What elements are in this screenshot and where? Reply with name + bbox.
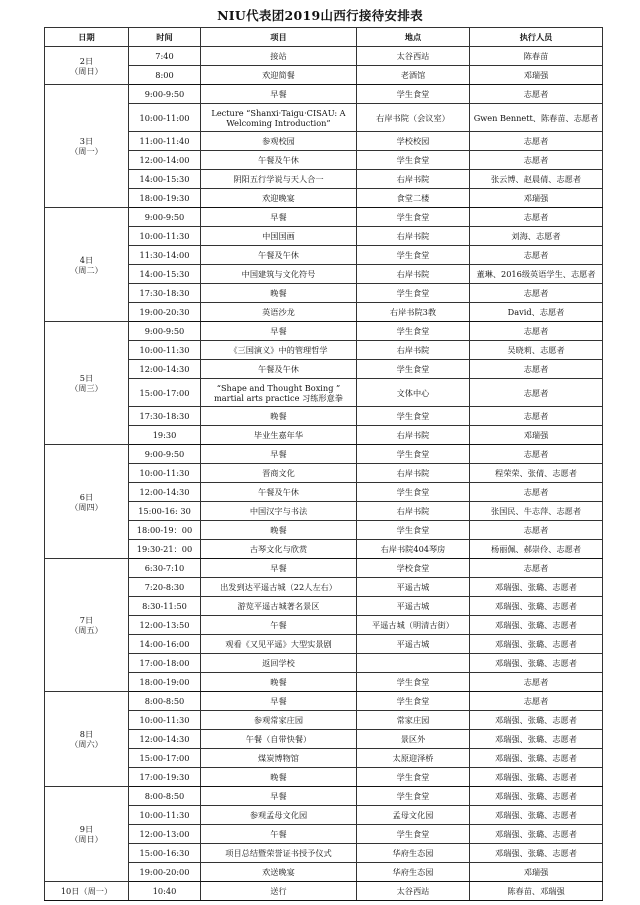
time-cell: 18:00-19:00 xyxy=(129,673,201,692)
table-row xyxy=(45,882,603,901)
staff-cell: 陈春苗、邓瑞强 xyxy=(470,882,603,901)
staff-cell: 志愿者 xyxy=(470,407,603,426)
table-row xyxy=(45,47,603,66)
staff-cell: 邓瑞强、张璐、志愿者 xyxy=(470,616,603,635)
time-cell: 11:30-14:00 xyxy=(129,246,201,265)
location-cell: 学生食堂 xyxy=(357,246,470,265)
table-row xyxy=(45,806,603,825)
item-cell: “Shape and Thought Boxing ” martial arts practice 习练形意拳 xyxy=(201,379,357,407)
location-cell: 文体中心 xyxy=(357,379,470,407)
item-cell: 晚餐 xyxy=(201,768,357,787)
table-row xyxy=(45,66,603,85)
time-cell: 19:00-20:30 xyxy=(129,303,201,322)
schedule-table xyxy=(44,27,603,901)
table-row xyxy=(45,189,603,208)
item-cell: 《三国演义》中的管理哲学 xyxy=(201,341,357,360)
item-cell: 欢迎简餐 xyxy=(201,66,357,85)
item-cell: 午餐及午休 xyxy=(201,483,357,502)
staff-cell: 张国民、牛志萍、志愿者 xyxy=(470,502,603,521)
time-cell: 11:00-11:40 xyxy=(129,132,201,151)
item-cell: 早餐 xyxy=(201,692,357,711)
staff-cell: 邓瑞强、张璐、志愿者 xyxy=(470,825,603,844)
item-cell: 游览平遥古城著名景区 xyxy=(201,597,357,616)
table-row xyxy=(45,426,603,445)
staff-cell: 邓瑞强、张璐、志愿者 xyxy=(470,768,603,787)
table-row xyxy=(45,227,603,246)
staff-cell: 邓瑞强 xyxy=(470,189,603,208)
table-row xyxy=(45,341,603,360)
time-cell: 14:00-15:30 xyxy=(129,170,201,189)
header-location: 地点 xyxy=(357,28,470,47)
item-cell: 早餐 xyxy=(201,208,357,227)
date-cell: 2日 （周日） xyxy=(45,47,129,85)
table-row xyxy=(45,730,603,749)
location-cell: 学生食堂 xyxy=(357,151,470,170)
location-cell: 右岸书院 xyxy=(357,426,470,445)
item-cell: 中国国画 xyxy=(201,227,357,246)
item-cell: 欢送晚宴 xyxy=(201,863,357,882)
location-cell: 学生食堂 xyxy=(357,284,470,303)
time-cell: 14:00-16:00 xyxy=(129,635,201,654)
staff-cell: Gwen Bennett、陈春苗、志愿者 xyxy=(470,104,603,132)
table-row xyxy=(45,284,603,303)
location-cell: 右岸书院 xyxy=(357,502,470,521)
time-cell: 10:00-11:30 xyxy=(129,227,201,246)
staff-cell: 邓瑞强、张璐、志愿者 xyxy=(470,787,603,806)
time-cell: 17:30-18:30 xyxy=(129,407,201,426)
item-cell: 参观校园 xyxy=(201,132,357,151)
staff-cell: 志愿者 xyxy=(470,322,603,341)
location-cell: 学生食堂 xyxy=(357,360,470,379)
location-cell: 太谷西站 xyxy=(357,882,470,901)
date-cell: 8日 （周六） xyxy=(45,692,129,787)
time-cell: 8:00-8:50 xyxy=(129,787,201,806)
time-cell: 6:30-7:10 xyxy=(129,559,201,578)
table-row xyxy=(45,104,603,132)
item-cell: 观看《又见平遥》大型实景剧 xyxy=(201,635,357,654)
location-cell: 学生食堂 xyxy=(357,692,470,711)
document-title: NIU代表团2019山西行接待安排表 xyxy=(217,8,423,23)
time-cell: 12:00-14:30 xyxy=(129,360,201,379)
item-cell: Lecture “Shanxi·Taigu·CISAU: A Welcoming Introduction” xyxy=(201,104,357,132)
date-cell: 3日 （周一） xyxy=(45,85,129,208)
item-cell: 晋商文化 xyxy=(201,464,357,483)
time-cell: 9:00-9:50 xyxy=(129,322,201,341)
item-cell: 午餐 xyxy=(201,616,357,635)
location-cell: 学生食堂 xyxy=(357,445,470,464)
time-cell: 18:00-19：00 xyxy=(129,521,201,540)
time-cell: 17:00-18:00 xyxy=(129,654,201,673)
item-cell: 午餐及午休 xyxy=(201,151,357,170)
staff-cell: 邓瑞强、张璐、志愿者 xyxy=(470,654,603,673)
staff-cell: 志愿者 xyxy=(470,151,603,170)
time-cell: 10:00-11:30 xyxy=(129,711,201,730)
staff-cell: 杨丽佩、郝崇伶、志愿者 xyxy=(470,540,603,559)
time-cell: 15:00-17:00 xyxy=(129,749,201,768)
item-cell: 午餐 xyxy=(201,825,357,844)
time-cell: 8:00-8:50 xyxy=(129,692,201,711)
time-cell: 10:00-11:30 xyxy=(129,464,201,483)
time-cell: 9:00-9:50 xyxy=(129,445,201,464)
staff-cell: 程荣荣、张倩、志愿者 xyxy=(470,464,603,483)
staff-cell: 邓瑞强、张璐、志愿者 xyxy=(470,749,603,768)
staff-cell: 邓瑞强、张璐、志愿者 xyxy=(470,578,603,597)
item-cell: 欢迎晚宴 xyxy=(201,189,357,208)
time-cell: 19:00-20:00 xyxy=(129,863,201,882)
staff-cell: 陈春苗 xyxy=(470,47,603,66)
time-cell: 9:00-9:50 xyxy=(129,85,201,104)
table-row xyxy=(45,787,603,806)
item-cell: 早餐 xyxy=(201,559,357,578)
time-cell: 12:00-13:00 xyxy=(129,825,201,844)
location-cell: 食堂二楼 xyxy=(357,189,470,208)
item-cell: 早餐 xyxy=(201,322,357,341)
time-cell: 12:00-13:50 xyxy=(129,616,201,635)
location-cell: 太谷西站 xyxy=(357,47,470,66)
location-cell: 学生食堂 xyxy=(357,483,470,502)
staff-cell: 邓瑞强、张璐、志愿者 xyxy=(470,806,603,825)
table-row xyxy=(45,521,603,540)
time-cell: 15:00-16:30 xyxy=(129,844,201,863)
time-cell: 9:00-9:50 xyxy=(129,208,201,227)
staff-cell: 志愿者 xyxy=(470,132,603,151)
staff-cell: 刘海、志愿者 xyxy=(470,227,603,246)
time-cell: 8:30-11:50 xyxy=(129,597,201,616)
location-cell: 右岸书院 xyxy=(357,227,470,246)
table-row xyxy=(45,170,603,189)
item-cell: 中国汉字与书法 xyxy=(201,502,357,521)
staff-cell: 志愿者 xyxy=(470,246,603,265)
time-cell: 7:40 xyxy=(129,47,201,66)
time-cell: 17:30-18:30 xyxy=(129,284,201,303)
location-cell: 平遥古城（明清古街） xyxy=(357,616,470,635)
item-cell: 午餐及午休 xyxy=(201,246,357,265)
time-cell: 15:00-16: 30 xyxy=(129,502,201,521)
table-row xyxy=(45,540,603,559)
date-cell: 9日 （周日） xyxy=(45,787,129,882)
table-row xyxy=(45,578,603,597)
location-cell: 学生食堂 xyxy=(357,407,470,426)
staff-cell: 邓瑞强 xyxy=(470,863,603,882)
location-cell: 华府生态园 xyxy=(357,844,470,863)
location-cell: 学生食堂 xyxy=(357,521,470,540)
location-cell: 右岸书院 xyxy=(357,265,470,284)
table-row xyxy=(45,246,603,265)
staff-cell: 邓瑞强、张璐、志愿者 xyxy=(470,844,603,863)
item-cell: 中国建筑与文化符号 xyxy=(201,265,357,284)
item-cell: 参观常家庄园 xyxy=(201,711,357,730)
item-cell: 项目总结暨荣誉证书授予仪式 xyxy=(201,844,357,863)
time-cell: 15:00-17:00 xyxy=(129,379,201,407)
staff-cell: 志愿者 xyxy=(470,692,603,711)
table-row xyxy=(45,559,603,578)
staff-cell: David、志愿者 xyxy=(470,303,603,322)
header-staff: 执行人员 xyxy=(470,28,603,47)
table-row xyxy=(45,749,603,768)
table-row xyxy=(45,597,603,616)
location-cell: 老酒馆 xyxy=(357,66,470,85)
table-row xyxy=(45,692,603,711)
location-cell: 学校校园 xyxy=(357,132,470,151)
item-cell: 送行 xyxy=(201,882,357,901)
staff-cell: 志愿者 xyxy=(470,379,603,407)
header-row xyxy=(45,28,603,47)
table-row xyxy=(45,379,603,407)
time-cell: 8:00 xyxy=(129,66,201,85)
location-cell: 平遥古城 xyxy=(357,578,470,597)
table-row xyxy=(45,265,603,284)
table-row xyxy=(45,303,603,322)
table-row xyxy=(45,635,603,654)
time-cell: 10:00-11:30 xyxy=(129,341,201,360)
date-cell: 5日 （周三） xyxy=(45,322,129,445)
item-cell: 毕业生嘉年华 xyxy=(201,426,357,445)
location-cell: 常家庄园 xyxy=(357,711,470,730)
location-cell: 右岸书院3教 xyxy=(357,303,470,322)
location-cell: 右岸书院404琴房 xyxy=(357,540,470,559)
staff-cell: 邓瑞强、张璐、志愿者 xyxy=(470,730,603,749)
table-row xyxy=(45,825,603,844)
staff-cell: 志愿者 xyxy=(470,521,603,540)
table-row xyxy=(45,445,603,464)
staff-cell: 志愿者 xyxy=(470,673,603,692)
table-row xyxy=(45,464,603,483)
staff-cell: 志愿者 xyxy=(470,208,603,227)
date-cell: 6日 （周四） xyxy=(45,445,129,559)
location-cell: 右岸书院 xyxy=(357,170,470,189)
table-row xyxy=(45,483,603,502)
table-row xyxy=(45,151,603,170)
time-cell: 12:00-14:00 xyxy=(129,151,201,170)
item-cell: 早餐 xyxy=(201,85,357,104)
location-cell: 平遥古城 xyxy=(357,597,470,616)
table-row xyxy=(45,407,603,426)
location-cell: 学生食堂 xyxy=(357,208,470,227)
location-cell: 景区外 xyxy=(357,730,470,749)
header-item: 项目 xyxy=(201,28,357,47)
location-cell: 学生食堂 xyxy=(357,825,470,844)
item-cell: 晚餐 xyxy=(201,673,357,692)
time-cell: 19:30-21：00 xyxy=(129,540,201,559)
staff-cell: 志愿者 xyxy=(470,85,603,104)
time-cell: 10:00-11:00 xyxy=(129,104,201,132)
location-cell: 平遥古城 xyxy=(357,635,470,654)
time-cell: 18:00-19:30 xyxy=(129,189,201,208)
item-cell: 英语沙龙 xyxy=(201,303,357,322)
staff-cell: 邓瑞强 xyxy=(470,66,603,85)
location-cell: 学生食堂 xyxy=(357,673,470,692)
item-cell: 早餐 xyxy=(201,787,357,806)
item-cell: 晚餐 xyxy=(201,521,357,540)
staff-cell: 张云博、赵晨倩、志愿者 xyxy=(470,170,603,189)
location-cell xyxy=(357,654,470,673)
time-cell: 12:00-14:30 xyxy=(129,483,201,502)
item-cell: 阴阳五行学说与天人合一 xyxy=(201,170,357,189)
item-cell: 晚餐 xyxy=(201,284,357,303)
staff-cell: 邓瑞强、张璐、志愿者 xyxy=(470,635,603,654)
table-row xyxy=(45,322,603,341)
location-cell: 学生食堂 xyxy=(357,787,470,806)
location-cell: 右岸书院 xyxy=(357,341,470,360)
location-cell: 学生食堂 xyxy=(357,85,470,104)
item-cell: 早餐 xyxy=(201,445,357,464)
staff-cell: 志愿者 xyxy=(470,360,603,379)
item-cell: 晚餐 xyxy=(201,407,357,426)
staff-cell: 邓瑞强、张璐、志愿者 xyxy=(470,597,603,616)
header-date: 日期 xyxy=(45,28,129,47)
table-row xyxy=(45,711,603,730)
item-cell: 出发到达平遥古城（22人左右） xyxy=(201,578,357,597)
staff-cell: 邓瑞强 xyxy=(470,426,603,445)
item-cell: 返回学校 xyxy=(201,654,357,673)
staff-cell: 董琳、2016级英语学生、志愿者 xyxy=(470,265,603,284)
table-row xyxy=(45,844,603,863)
staff-cell: 志愿者 xyxy=(470,445,603,464)
item-cell: 接站 xyxy=(201,47,357,66)
staff-cell: 志愿者 xyxy=(470,559,603,578)
location-cell: 右岸书院 xyxy=(357,464,470,483)
item-cell: 午餐（自带快餐） xyxy=(201,730,357,749)
table-row xyxy=(45,673,603,692)
table-row xyxy=(45,654,603,673)
table-row xyxy=(45,85,603,104)
date-cell: 4日 （周二） xyxy=(45,208,129,322)
location-cell: 学生食堂 xyxy=(357,768,470,787)
table-row xyxy=(45,616,603,635)
date-cell: 10日（周一） xyxy=(45,882,129,901)
time-cell: 17:00-19:30 xyxy=(129,768,201,787)
time-cell: 19:30 xyxy=(129,426,201,445)
staff-cell: 志愿者 xyxy=(470,483,603,502)
schedule-body xyxy=(45,47,603,901)
table-row xyxy=(45,768,603,787)
header-time: 时间 xyxy=(129,28,201,47)
location-cell: 学生食堂 xyxy=(357,322,470,341)
time-cell: 12:00-14:30 xyxy=(129,730,201,749)
item-cell: 古琴文化与欣赏 xyxy=(201,540,357,559)
time-cell: 14:00-15:30 xyxy=(129,265,201,284)
location-cell: 太原迎泽桥 xyxy=(357,749,470,768)
date-cell: 7日 （周五） xyxy=(45,559,129,692)
staff-cell: 吴晓莉、志愿者 xyxy=(470,341,603,360)
location-cell: 华府生态园 xyxy=(357,863,470,882)
location-cell: 右岸书院（会议室） xyxy=(357,104,470,132)
item-cell: 煤炭博物馆 xyxy=(201,749,357,768)
table-row xyxy=(45,502,603,521)
table-row xyxy=(45,863,603,882)
location-cell: 学校食堂 xyxy=(357,559,470,578)
time-cell: 10:40 xyxy=(129,882,201,901)
time-cell: 10:00-11:30 xyxy=(129,806,201,825)
table-row xyxy=(45,208,603,227)
time-cell: 7:20-8:30 xyxy=(129,578,201,597)
item-cell: 参观孟母文化园 xyxy=(201,806,357,825)
table-row xyxy=(45,360,603,379)
item-cell: 午餐及午休 xyxy=(201,360,357,379)
table-row xyxy=(45,132,603,151)
staff-cell: 邓瑞强、张璐、志愿者 xyxy=(470,711,603,730)
staff-cell: 志愿者 xyxy=(470,284,603,303)
location-cell: 孟母文化园 xyxy=(357,806,470,825)
